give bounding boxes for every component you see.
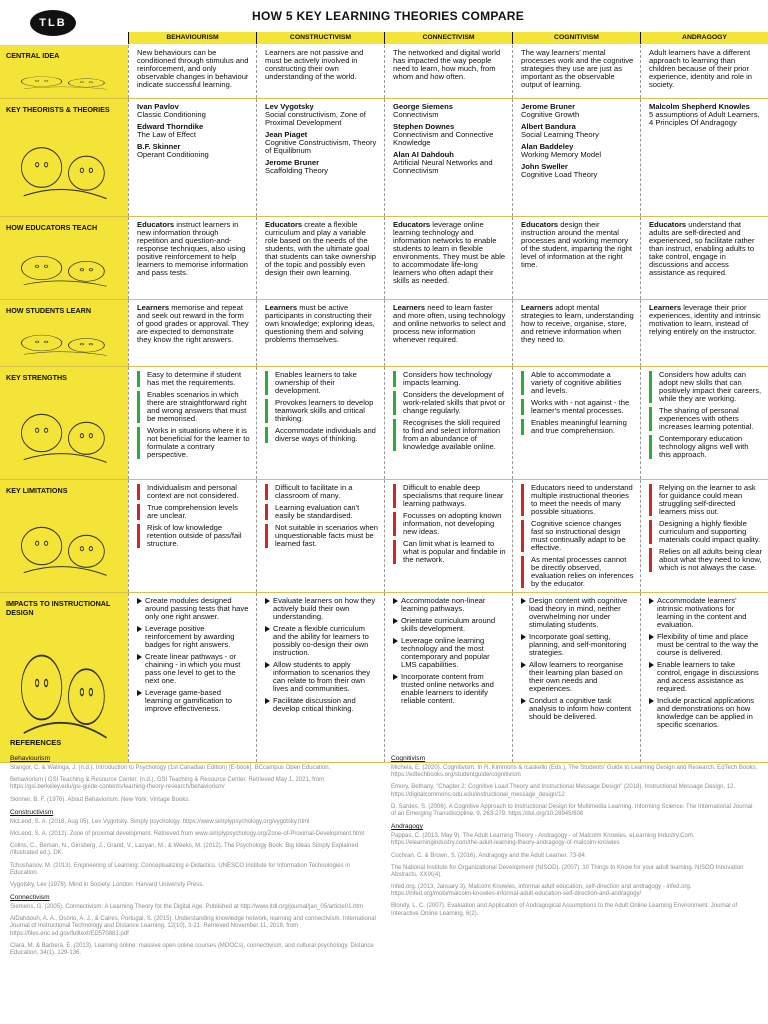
reference-item: Siemens, G. (2005). Connectivism: A Learning Theory for the Digital Age. Published at http://www.itdl.org/journal/jan_05/article01.htm	[10, 904, 364, 911]
theorist-entry	[265, 131, 378, 155]
theory-name: Classic Conditioning	[137, 109, 206, 119]
row-educators	[0, 217, 768, 300]
cell-impacts-connectivism	[384, 593, 512, 762]
cell-text: New behaviours can be conditioned through stimulus and reinforcement, and only observable changes in behaviour indicate successful learning.	[137, 48, 249, 89]
cell-educators-cognitivism	[512, 217, 640, 299]
tlb-logo: TLB	[30, 10, 76, 36]
theory-name: 5 assumptions of Adult Learners, 4 Principles Of Andragogy	[649, 109, 760, 127]
impact-item: Conduct a cognitive task analysis to inform how content should be delivered.	[521, 697, 634, 721]
theory-name: Cognitive Constructivism, Theory of Equilibrium	[265, 137, 377, 155]
row-label-central: CENTRAL IDEA	[0, 45, 128, 98]
reference-item: Cochran, C. & Brown, S. (2016). Andragogy and the Adult Learner. 73-84.	[391, 852, 587, 859]
reference-item: Infed.org. (2013, January 3). Malcolm Knowles, informal adult education, self-direction and andragogy - infed.org. https://infed.org/mobi/malcolm-knowles-informal-adult-education-self-direction-and-andragogy/	[391, 884, 692, 898]
theorist-name: Jerome Bruner	[265, 157, 320, 167]
cell-students-constructivism	[256, 300, 384, 366]
page-title: HOW 5 KEY LEARNING THEORIES COMPARE	[252, 9, 525, 23]
cell-central-constructivism	[256, 45, 384, 98]
cell-strengths-andragogy	[640, 367, 768, 479]
cell-limitations-connectivism	[384, 480, 512, 592]
cell-educators-behaviourism	[128, 217, 256, 299]
reference-heading: Andragogy	[391, 823, 423, 831]
column-header-cognitivism: COGNITIVISM	[512, 32, 640, 44]
impact-item: Evaluate learners on how they actively build their own understanding.	[265, 597, 378, 621]
limitation-item: Cognitive science changes fast so instructional design must continually adapt to be effective.	[521, 520, 634, 552]
theory-name: Scaffolding Theory	[265, 165, 329, 175]
limitation-item: Difficult to enable deep specialisms that require linear learning pathways.	[393, 484, 506, 508]
impact-item: Orientate curriculum around skills development.	[393, 617, 506, 633]
impact-item: Accommodate non-linear learning pathways.	[393, 597, 506, 613]
cell-text: Educators leverage online learning technology and information networks to enable students to learn in flexible environments. They must be able to accommodate life-long learners who often adapt their skills as needed.	[393, 220, 506, 285]
cell-impacts-cognitivism	[512, 593, 640, 762]
cell-educators-constructivism	[256, 217, 384, 299]
theorist-entry	[393, 103, 506, 119]
strength-item: Considers how adults can adopt new skills that can positively impact their careers, while they are working.	[649, 371, 762, 403]
column-header-connectivism: CONNECTIVISM	[384, 32, 512, 44]
limitation-item: Learning evaluation can't easily be standardised.	[265, 504, 378, 520]
theorist-entry	[521, 123, 634, 139]
reference-item: Clarà, M. & Barberà, E. (2013). Learning online: massive open online courses (MOOCs), connectivism, and cultural psychology. Distance Education, 34(1), 129-136.	[10, 942, 374, 956]
impact-item: Incorporate goal setting, planning, and self-monitoring strategies.	[521, 633, 634, 657]
theory-name: Connectivism and Connective Knowledge	[393, 129, 494, 147]
theory-name: Connectivism	[393, 109, 439, 119]
cell-theorists-cognitivism	[512, 99, 640, 216]
cell-limitations-constructivism	[256, 480, 384, 592]
theorist-entry	[649, 103, 762, 127]
reference-item: Pappas, C. (2013, May 9). The Adult Learning Theory - Andragogy - of Malcolm Knowles. eLearning Industry.Com. https://elearningindustry.com/the-adult-learning-theory-andragogy-of-malcolm-knowles	[391, 833, 695, 847]
reference-item: Colins, C., Beman, N., Ginsberg, J., Grand, V., Lazyan, M., & Weeks, M. (2012). The Psychology Book: Big Ideas Simply Explained (Illustrated ed.). DK.	[10, 843, 359, 857]
impact-item: Leverage online learning technology and the most contemporary and popular LMS capabilities.	[393, 637, 506, 669]
strength-item: Considers the development of work-related skills that pivot or change regularly.	[393, 391, 506, 415]
cell-theorists-andragogy	[640, 99, 768, 216]
row-limitations	[0, 480, 768, 593]
reference-heading: Constructivism	[10, 808, 54, 816]
lead-word: Learners	[265, 303, 298, 312]
strength-item: The sharing of personal experiences with others increases learning potential.	[649, 407, 762, 431]
reference-heading: Behaviourism	[10, 755, 50, 762]
reference-item: Emory, Bethany, "Chapter 2: Cognitive Load Theory and Instructional Message Design" (2018). Instructional Message Design, 12. https://digitalcommons.odu.edu/instructional_message_design/12	[391, 784, 736, 798]
theory-name: Cognitive Growth	[521, 109, 580, 119]
theorist-name: Ivan Pavlov	[137, 102, 179, 111]
impact-item: Leverage game-based learning or gamification to improve effectiveness.	[137, 689, 250, 713]
references-right-column	[391, 752, 758, 962]
sketch-illustration	[8, 393, 120, 473]
impact-item: Include practical applications and demonstrations on how knowledge can be applied in specific scenarios.	[649, 697, 762, 729]
lead-word: Educators	[265, 220, 303, 229]
sketch-illustration	[8, 71, 120, 92]
cell-central-andragogy	[640, 45, 768, 98]
limitation-item: Focusses on adopting known information, not developing new ideas.	[393, 512, 506, 536]
limitation-item: As mental processes cannot be directly observed, evaluation relies on inferences by the educator.	[521, 556, 634, 588]
theorist-entry	[521, 163, 634, 179]
limitation-item: Educators need to understand multiple instructional theories to meet the needs of many possible situations.	[521, 484, 634, 516]
reference-heading: Cognitivism	[391, 755, 426, 762]
sketch-illustration	[8, 326, 120, 360]
lead-word: Learners	[137, 303, 170, 312]
theory-name: The Law of Effect	[137, 129, 196, 139]
cell-text: Learners adopt mental strategies to learn, understanding how to receive, organise, store, and retrieve information when they need to.	[521, 303, 634, 344]
theorist-name: Alan AI Dahdouh	[393, 149, 454, 159]
cell-educators-andragogy	[640, 217, 768, 299]
theory-name: Artificial Neural Networks and Connectivism	[393, 157, 493, 175]
theorist-entry	[393, 151, 506, 175]
lead-word: Educators	[521, 220, 559, 229]
cell-impacts-constructivism	[256, 593, 384, 762]
theorist-name: Jean Piaget	[265, 129, 308, 139]
strength-item: Enables meaningful learning and true comprehension.	[521, 419, 634, 435]
limitation-item: Relying on the learner to ask for guidance could mean struggling self-directed learners miss out.	[649, 484, 762, 516]
cell-central-behaviourism	[128, 45, 256, 98]
theorist-entry	[393, 123, 506, 147]
sketch-illustration	[8, 619, 120, 756]
reference-item: Vygotsky, Lev (1978). Mind in Society. London: Harvard University Press.	[10, 881, 204, 888]
cell-limitations-behaviourism	[128, 480, 256, 592]
limitation-item: Designing a highly flexible curriculum and supporting materials could impact quality.	[649, 520, 762, 544]
row-label-limitations: KEY LIMITATIONS	[0, 480, 128, 592]
impact-item: Facilitate discussion and develop critical thinking.	[265, 697, 378, 713]
cell-impacts-behaviourism	[128, 593, 256, 762]
impact-item: Create linear pathways - or chaining - in which you must pass one level to get to the next one.	[137, 653, 250, 685]
reference-heading: Connectivism	[10, 894, 50, 902]
theorist-name: Stephen Downes	[393, 121, 455, 131]
cell-educators-connectivism	[384, 217, 512, 299]
theorist-name: Lev Vygotsky	[265, 102, 314, 111]
lead-word: Learners	[393, 303, 426, 312]
reference-item: Blondy, L. C. (2007). Evaluation and Application of Andragogical Assumptions to the Adult Online Learning Environment. Journal of Interactive Online Learning, 6(2).	[391, 903, 738, 917]
cell-students-behaviourism	[128, 300, 256, 366]
strength-item: Enables learners to take ownership of their development.	[265, 371, 378, 395]
limitation-item: Difficult to facilitate in a classroom of many.	[265, 484, 378, 500]
theorist-entry	[137, 143, 250, 159]
impact-item: Flexibility of time and place must be central to the way the course is delivered.	[649, 633, 762, 657]
row-label-impacts: IMPACTS TO INSTRUCTIONAL DESIGN	[0, 593, 128, 762]
impact-item: Incorporate content from trusted online networks and enable learners to identify reliable content.	[393, 673, 506, 705]
theorist-entry	[521, 103, 634, 119]
cell-text: Educators instruct learners in new information through repetition and question-and-response techniques, also using positive reinforcement to help learners to memorise information and pass tests.	[137, 220, 248, 277]
strength-item: Works with - not against - the learner's mental processes.	[521, 399, 634, 415]
cell-text: The networked and digital world has impacted the way people need to learn, how much, from whom and how often.	[393, 48, 501, 81]
column-headers	[128, 32, 768, 44]
strength-item: Considers how technology impacts learning.	[393, 371, 506, 387]
limitation-item: True comprehension levels are unclear.	[137, 504, 250, 520]
lead-word: Learners	[649, 303, 682, 312]
reference-item: McLeod, S. A. (2018, Aug 05). Lev Vygotsky. Simply psychology. https://www.simplypsychology.org/vygotsky.html	[10, 818, 310, 825]
cell-text: Educators create a flexible curriculum and play a variable role based on the needs of the students, with the ultimate goal that students can take ownership of the topic and possibly even design their own learning.	[265, 220, 377, 277]
cell-central-cognitivism	[512, 45, 640, 98]
row-label-educators: HOW EDUCATORS TEACH	[0, 217, 128, 299]
theory-name: Social Learning Theory	[521, 129, 599, 139]
row-theorists	[0, 99, 768, 217]
row-label-strengths: KEY STRENGTHS	[0, 367, 128, 479]
column-header-behaviourism: BEHAVIOURISM	[128, 32, 256, 44]
cell-strengths-behaviourism	[128, 367, 256, 479]
cell-text: Learners must be active participants in constructing their own knowledge; exploring ideas, questioning them and solving problems themselves.	[265, 303, 375, 344]
theorist-entry	[137, 123, 250, 139]
cell-text: Educators design their instruction around the mental processes and working memory of the student, imparting the right level of information at the right time.	[521, 220, 633, 269]
cell-students-connectivism	[384, 300, 512, 366]
strength-item: Contemporary education technology aligns well with this approach.	[649, 435, 762, 459]
row-students	[0, 300, 768, 367]
theorist-name: George Siemens	[393, 102, 453, 111]
limitation-item: Relies on all adults being clear about what they need to know, which is not always the case.	[649, 548, 762, 572]
theorist-entry	[265, 159, 378, 175]
references-section	[10, 738, 758, 962]
theorist-name: Jerome Bruner	[521, 102, 576, 111]
reference-item: Skinner, B. F. (1976). About Behaviorism. New York: Vintage Books.	[10, 796, 190, 803]
column-header-andragogy: ANDRAGOGY	[640, 32, 768, 44]
cell-text: Learners leverage their prior experiences, identity and intrinsic motivation to learn, instead of relying entirely on the instructor.	[649, 303, 761, 336]
lead-word: Learners	[521, 303, 554, 312]
impact-item: Leverage positive reinforcement by awarding badges for right answers.	[137, 625, 250, 649]
lead-word: Educators	[393, 220, 431, 229]
reference-item: Behaviorism | GSI Teaching & Resource Center. (n.d.). GSI Teaching & Resource Center. Retrieved May 1, 2021, from https://gsi.berkeley.edu/gsi-guide-contents/learning-theory-research/behaviorism/	[10, 777, 325, 791]
impact-item: Allow learners to reorganise their learning plan based on their own needs and experiences.	[521, 661, 634, 693]
cell-strengths-connectivism	[384, 367, 512, 479]
theory-name: Working Memory Model	[521, 149, 602, 159]
limitation-item: Can limit what is learned to what is popular and findable in the network.	[393, 540, 506, 564]
reference-item: Michela, E. (2020). Cognitivism. In R. Kimmons & Icaskello (Eds.), The Students' Guide to Learning Design and Research. EdTech Books. https://edtechbooks.org/studentguide/cognitivism	[391, 765, 758, 779]
cell-students-andragogy	[640, 300, 768, 366]
theorist-name: Malcolm Shepherd Knowles	[649, 102, 750, 111]
theorist-name: Edward Thorndike	[137, 121, 204, 131]
lead-word: Educators	[137, 220, 175, 229]
cell-strengths-cognitivism	[512, 367, 640, 479]
limitation-item: Individualism and personal context are not considered.	[137, 484, 250, 500]
cell-text: Educators understand that adults are self-directed and experienced, so facilitate rather than instruct, enabling adults to take control, engage in discussions and access assistance as required.	[649, 220, 755, 277]
theorist-name: B.F. Skinner	[137, 141, 181, 151]
row-label-students: HOW STUDENTS LEARN	[0, 300, 128, 366]
row-strengths	[0, 367, 768, 480]
theorist-entry	[265, 103, 378, 127]
cell-impacts-andragogy	[640, 593, 768, 762]
impact-item: Allow students to apply information to scenarios they can relate to from their own lives and communities.	[265, 661, 378, 693]
impact-item: Create modules designed around passing tests that have only one right answer.	[137, 597, 250, 621]
reference-item: McLeod, S. A. (2012). Zone of proximal development. Retrieved from www.simplypsychology.org/Zone-of-Proximal-Development.html	[10, 830, 365, 837]
impact-item: Enable learners to take control, engage in discussions and access assistance as required.	[649, 661, 762, 693]
cell-limitations-cognitivism	[512, 480, 640, 592]
strength-item: Works in situations where it is not beneficial for the learner to formulate a contrary perspective.	[137, 427, 250, 459]
cell-text: Adult learners have a different approach to learning than children because of their prior experience, identity and role in society.	[649, 48, 753, 89]
impact-item: Design content with cognitive load theory in mind, neither overwhelming nor under stimulating students.	[521, 597, 634, 629]
cell-text: Learners memorise and repeat and seek out reward in the form of good grades or approval. They are expected to demonstrate they know the right answers.	[137, 303, 249, 344]
column-header-constructivism: CONSTRUCTIVISM	[256, 32, 384, 44]
theorist-name: Alan Baddeley	[521, 141, 574, 151]
cell-central-connectivism	[384, 45, 512, 98]
sketch-illustration	[8, 125, 120, 210]
theory-name: Cognitive Load Theory	[521, 169, 598, 179]
theory-name: Social constructivism, Zone of Proximal Development	[265, 109, 366, 127]
limitation-item: Risk of low knowledge retention outside of pass/fail structure.	[137, 524, 250, 548]
cell-strengths-constructivism	[256, 367, 384, 479]
cell-theorists-connectivism	[384, 99, 512, 216]
limitation-item: Not suitable in scenarios when unquestionable facts must be learned fast.	[265, 524, 378, 548]
row-central	[0, 45, 768, 99]
cell-theorists-constructivism	[256, 99, 384, 216]
strength-item: Able to accommodate a variety of cognitive abilities and levels.	[521, 371, 634, 395]
strength-item: Provokes learners to develop teamwork skills and critical thinking.	[265, 399, 378, 423]
strength-item: Accommodate individuals and diverse ways of thinking.	[265, 427, 378, 443]
theorist-entry	[137, 103, 250, 119]
row-label-theorists: KEY THEORISTS & THEORIES	[0, 99, 128, 216]
theory-name: Operant Conditioning	[137, 149, 209, 159]
reference-item: D. Sardes, S. (2006). A Cognitive Approach to Instructional Design for Multimedia Learning. Informing Science: The International Journal of an Emerging Transdiscipline, 9, 263-279. https://doi.org/10.28945/808	[391, 803, 753, 817]
theorist-entry	[521, 143, 634, 159]
lead-word: Educators	[649, 220, 687, 229]
cell-theorists-behaviourism	[128, 99, 256, 216]
references-left-column	[10, 752, 377, 962]
theorist-name: John Sweller	[521, 161, 568, 171]
strength-item: Easy to determine if student has met the requirements.	[137, 371, 250, 387]
cell-text: Learners need to learn faster and more often, using technology and online networks to select and process new information whenever required.	[393, 303, 506, 344]
theorist-name: Albert Bandura	[521, 121, 576, 131]
reference-item: The National Institute for Organizational Development (NISOD). (2007). 10 Things to Know for your adult learning. NISOD Innovation Abstracts, XXIX(4).	[391, 864, 744, 878]
strength-item: Recognises the skill required to find and select information from an abundance of knowledge available online.	[393, 419, 506, 451]
reference-item: AlDahdouh, A. A., Osório, A. J., & Caires, Portugal, S. (2015). Understanding knowledge network, learning and connectivism. International Journal of Instructional Technology and Distance Learning, 12(10), 3-21. Retrieved November 11, 2018, from https://files.eric.ed.gov/fulltext/ED570881.pdf	[10, 916, 376, 937]
impact-item: Create a flexible curriculum and the ability for learners to possibly co-design their own instruction.	[265, 625, 378, 657]
sketch-illustration	[8, 243, 120, 293]
sketch-illustration	[8, 506, 120, 586]
cell-text: The way learners' mental processes work and the cognitive strategies they use are just as important as the observable output of learning.	[521, 48, 634, 89]
cell-students-cognitivism	[512, 300, 640, 366]
cell-text: Learners are not passive and must be actively involved in constructing their own understanding of the world.	[265, 48, 364, 81]
reference-item: Stangor, C. & Walinga, J. (n.d.). Introduction to Psychology (1st Canadian Edition) [E-book]. BCcampus Open Education.	[10, 765, 331, 771]
cell-limitations-andragogy	[640, 480, 768, 592]
strength-item: Enables scenarios in which there are straightforward right and wrong answers that must be memorised.	[137, 391, 250, 423]
references-title: REFERENCES	[10, 738, 62, 747]
impact-item: Accommodate learners' intrinsic motivations for learning in the content and evaluation.	[649, 597, 762, 629]
reference-item: Tchoshanov, M. (2013). Engineering of Learning: Conceptualizing e-Didactics. UNESCO Institute for Information Technologies in Education.	[10, 862, 350, 876]
